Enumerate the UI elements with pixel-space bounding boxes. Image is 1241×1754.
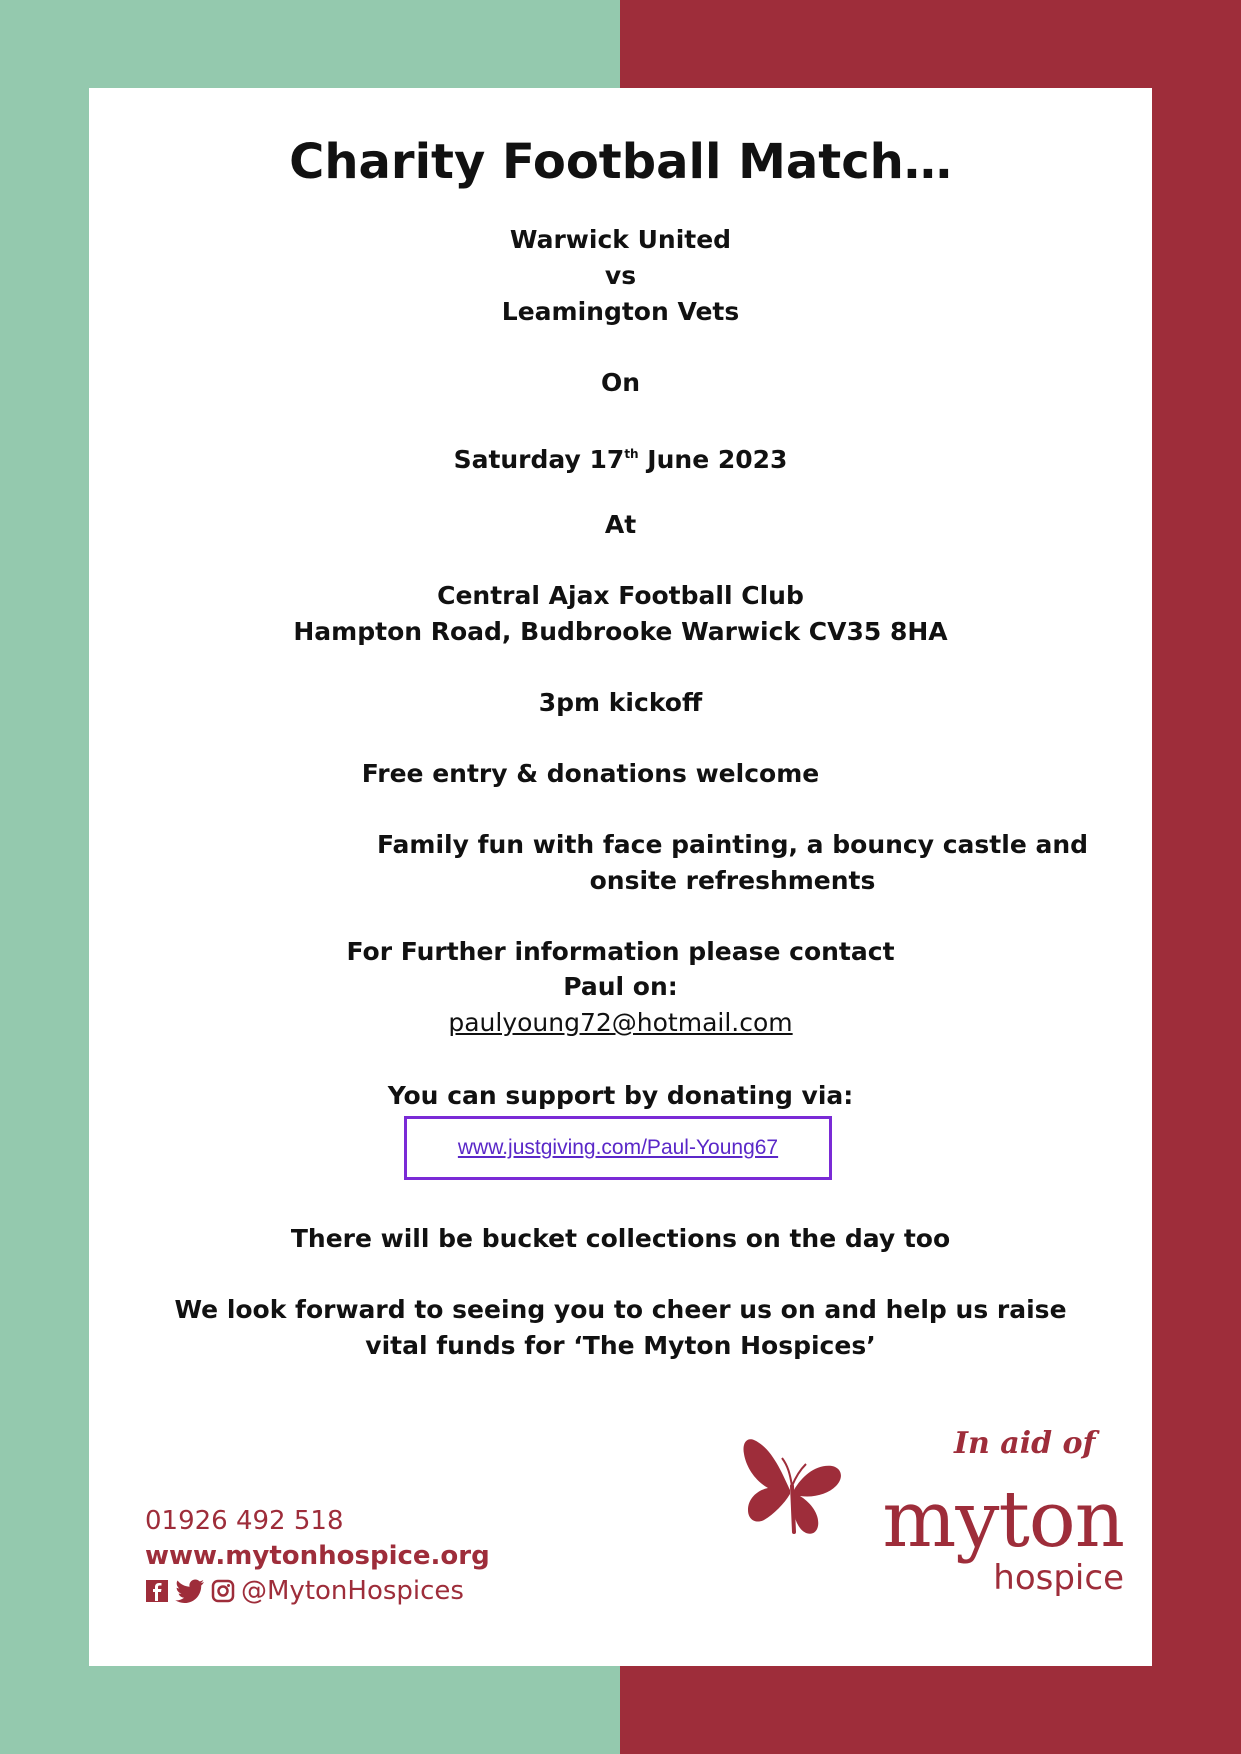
footer-social xyxy=(145,1576,464,1606)
on-label: On xyxy=(600,368,641,397)
family-fun-line1: Family fun with face painting, a bouncy castle and xyxy=(376,830,1089,859)
contact-line2: Paul on: xyxy=(563,972,678,1001)
closing-line1: We look forward to seeing you to cheer us on and help us raise xyxy=(174,1295,1067,1324)
contact-email-link[interactable]: paulyoung72@hotmail.com xyxy=(448,1008,793,1037)
twitter-icon[interactable] xyxy=(175,1579,205,1603)
kickoff-time: 3pm kickoff xyxy=(538,688,703,717)
event-title: Charity Football Match… xyxy=(289,134,952,190)
logo-wordmark: myton xyxy=(882,1475,1124,1565)
facebook-icon[interactable] xyxy=(145,1579,169,1603)
date-day: Saturday 17 xyxy=(453,445,625,474)
team-home: Warwick United xyxy=(509,225,732,254)
instagram-icon[interactable] xyxy=(211,1579,235,1603)
team-away: Leamington Vets xyxy=(501,297,740,326)
date-rest: June 2023 xyxy=(638,445,788,474)
event-date xyxy=(89,436,1152,478)
closing-line2: vital funds for ‘The Myton Hospices’ xyxy=(365,1331,876,1360)
bucket-collection-note: There will be bucket collections on the day too xyxy=(290,1224,951,1253)
poster-card xyxy=(89,88,1152,1666)
at-label: At xyxy=(604,510,637,539)
venue-address: Hampton Road, Budbrooke Warwick CV35 8HA xyxy=(293,617,948,646)
donate-label: You can support by donating via: xyxy=(387,1081,854,1110)
footer-website[interactable]: www.mytonhospice.org xyxy=(145,1541,490,1571)
footer-phone: 01926 492 518 xyxy=(145,1506,344,1536)
family-fun-line2: onsite refreshments xyxy=(589,866,876,895)
logo-subtitle: hospice xyxy=(993,1558,1124,1598)
contact-line1: For Further information please contact xyxy=(346,937,895,966)
entry-info: Free entry & donations welcome xyxy=(361,759,820,788)
venue-name: Central Ajax Football Club xyxy=(437,581,804,610)
social-handle: @MytonHospices xyxy=(241,1576,464,1606)
donate-link[interactable]: www.justgiving.com/Paul-Young67 xyxy=(457,1136,779,1159)
logo-tagline: In aid of xyxy=(954,1426,1096,1461)
donate-link-box[interactable] xyxy=(404,1116,832,1180)
versus-label: vs xyxy=(604,261,637,290)
date-suffix: th xyxy=(624,447,639,461)
